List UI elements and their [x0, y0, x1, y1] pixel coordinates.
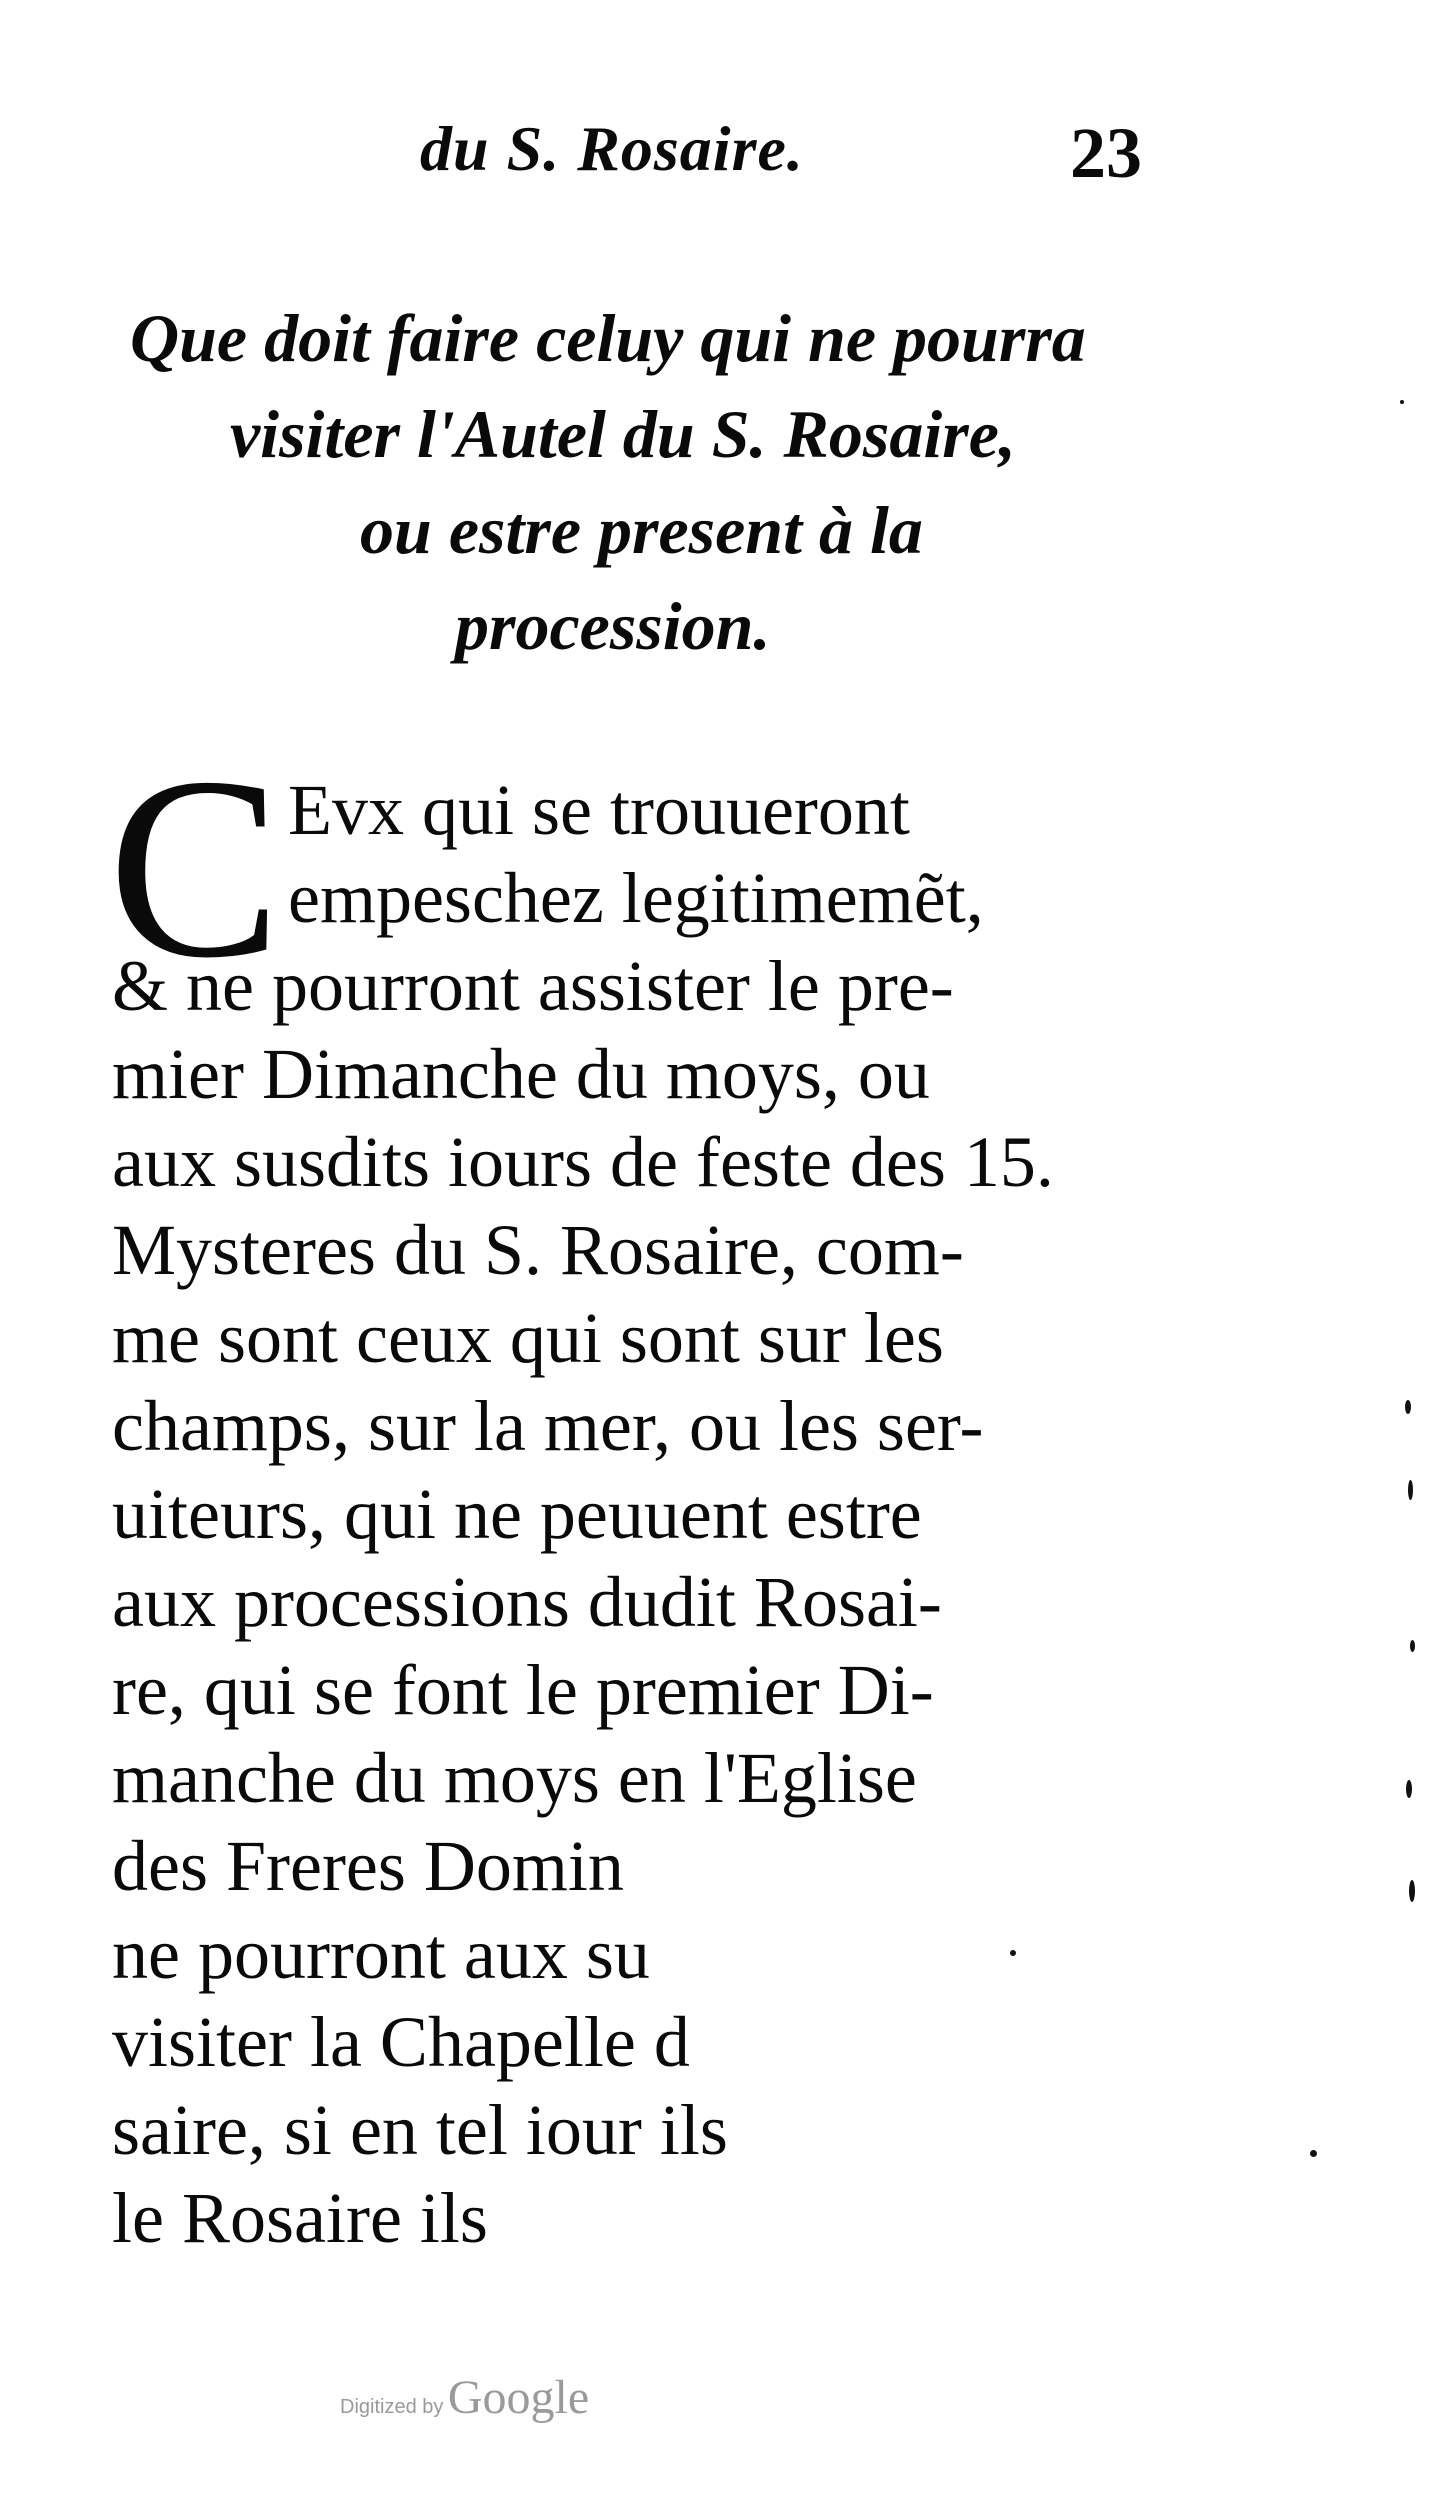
body-line: mier Dimanche du moys, ou — [112, 1034, 930, 1114]
running-header-title: du S. Rosaire. — [420, 113, 804, 184]
drop-cap-initial: C — [108, 724, 282, 1012]
body-line: aux susdits iours de feste des 15. — [112, 1122, 1054, 1202]
scan-mark — [1406, 1780, 1412, 1798]
body-line: champs, sur la mer, ou les ser- — [112, 1386, 984, 1466]
scan-mark — [1310, 2150, 1317, 2157]
page-number: 23 — [1070, 113, 1142, 193]
digitized-by-attribution — [340, 2370, 589, 2425]
body-line: uiteurs, qui ne peuuent estre — [112, 1474, 922, 1554]
body-line: saire, si en tel iour ils — [112, 2090, 728, 2170]
heading-line: ou estre present à la — [360, 492, 923, 568]
scan-mark — [1010, 1950, 1016, 1956]
scan-mark — [1400, 400, 1404, 404]
heading-line: Que doit faire celuy qui ne pourra — [130, 300, 1086, 376]
body-line: manche du moys en l'Eglise — [112, 1738, 917, 1818]
scan-mark — [1408, 1480, 1413, 1500]
body-line: aux processions dudit Rosai- — [112, 1562, 942, 1642]
body-line: ne pourront aux su — [112, 1914, 650, 1994]
body-line: le Rosaire ils — [112, 2178, 488, 2258]
scan-mark — [1409, 1880, 1415, 1902]
body-line: Mysteres du S. Rosaire, com- — [112, 1210, 964, 1290]
heading-line: visiter l'Autel du S. Rosaire, — [230, 396, 1016, 472]
section-heading — [110, 290, 1170, 674]
body-line: me sont ceux qui sont sur les — [112, 1298, 944, 1378]
body-line: Evx qui se trouueront — [288, 770, 910, 850]
scan-mark — [1405, 1400, 1411, 1414]
body-line: des Freres Domin — [112, 1826, 624, 1906]
scan-mark — [1410, 1640, 1415, 1652]
body-line: visiter la Chapelle d — [112, 2002, 690, 2082]
body-line: re, qui se font le premier Di- — [112, 1650, 934, 1730]
heading-line: procession. — [455, 588, 771, 664]
body-line: & ne pourront assister le pre- — [112, 946, 954, 1026]
body-line: empeschez legitimemẽt, — [288, 858, 984, 938]
google-wordmark: Google — [447, 2371, 590, 2424]
digitized-label: Digitized by — [340, 2396, 444, 2418]
